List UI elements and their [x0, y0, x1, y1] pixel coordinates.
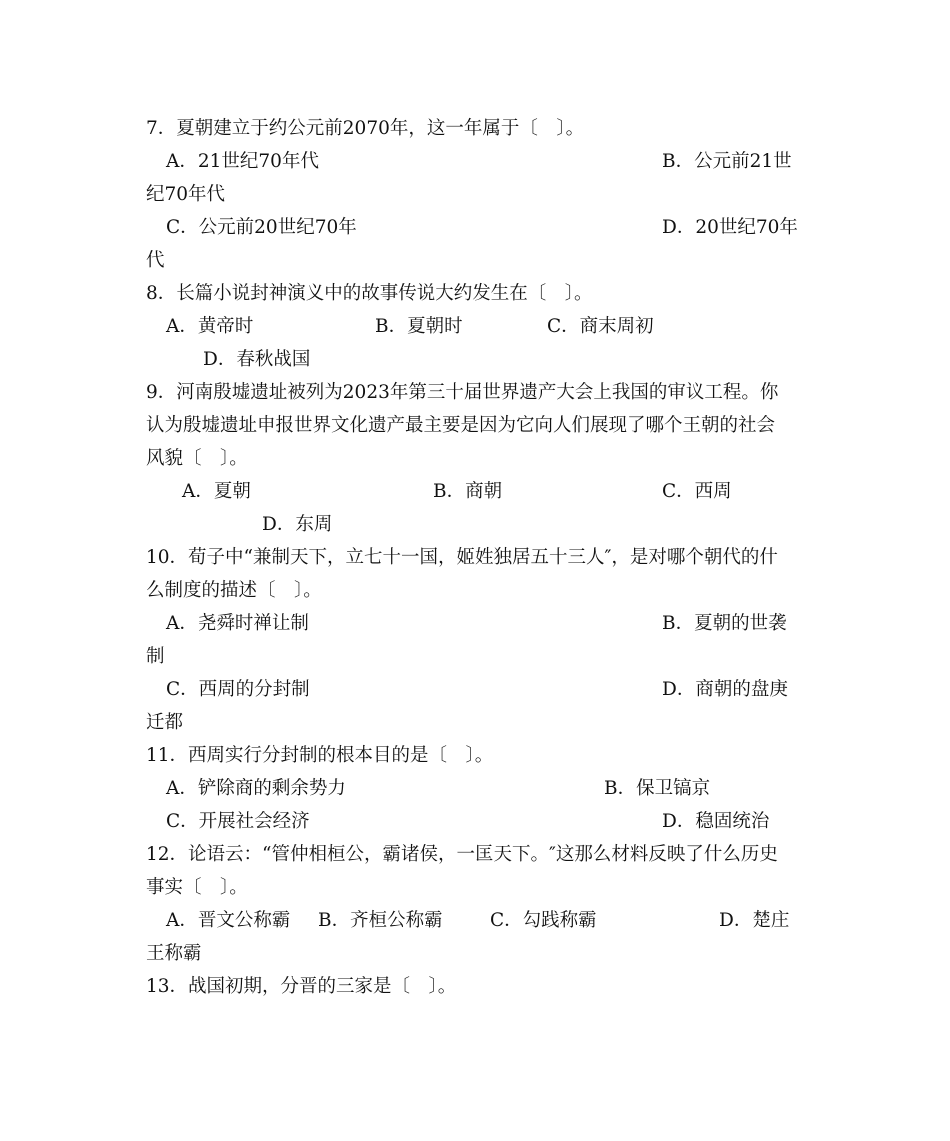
option-text: 商朝的盘庚 — [695, 679, 788, 700]
question-9-stem-line-3: 风貌〔 〕。 — [146, 448, 248, 469]
option-letter: A． — [166, 778, 198, 799]
option-letter: A． — [182, 481, 214, 502]
question-9-stem-line-2: 认为殷墟遗址申报世界文化遗产最主要是因为它向人们展现了哪个王朝的社会 — [146, 415, 776, 436]
question-7-option-b-continuation: 纪70年代 — [146, 184, 226, 205]
question-9-option-d — [262, 508, 332, 541]
question-number: 8． — [146, 283, 177, 304]
question-8-option-c — [547, 310, 654, 343]
question-number: 13． — [146, 976, 189, 997]
option-text: 西周 — [694, 481, 732, 502]
question-number: 9． — [146, 382, 177, 403]
option-letter: C． — [166, 679, 199, 700]
option-letter: B． — [604, 778, 637, 799]
option-letter: B． — [433, 481, 466, 502]
option-text: 铲除商的剩余势力 — [197, 778, 346, 799]
option-letter: D． — [662, 217, 696, 238]
question-8-option-a — [166, 310, 253, 343]
option-text: 夏朝 — [213, 481, 251, 502]
question-7-option-b — [662, 145, 792, 178]
question-text: 战国初期，分晋的三家是〔 〕。 — [188, 976, 457, 997]
question-12-option-c — [490, 904, 597, 937]
option-letter: B． — [375, 316, 408, 337]
option-text: 商朝 — [465, 481, 503, 502]
question-number: 7． — [146, 118, 177, 139]
option-text: 商末周初 — [579, 316, 654, 337]
option-letter: D． — [662, 811, 696, 832]
question-text: 夏朝建立于约公元前2070年，这一年属于〔 〕。 — [176, 118, 585, 139]
option-letter: C． — [166, 811, 199, 832]
question-7-option-d — [662, 211, 798, 244]
question-10-stem-line-2: 么制度的描述〔 〕。 — [146, 580, 322, 601]
option-text: 齐桓公称霸 — [350, 910, 443, 931]
option-text: 勾践称霸 — [522, 910, 597, 931]
question-10-option-a — [166, 607, 309, 640]
question-12-stem-line-2: 事实〔 〕。 — [146, 877, 248, 898]
option-text: 21世纪70年代 — [197, 151, 319, 172]
option-letter: C． — [490, 910, 523, 931]
option-letter: B． — [662, 613, 695, 634]
option-letter: B． — [318, 910, 351, 931]
option-letter: D． — [662, 679, 696, 700]
option-letter: A． — [166, 151, 198, 172]
option-text: 黄帝时 — [197, 316, 254, 337]
option-letter: D． — [262, 514, 296, 535]
question-13-stem — [146, 970, 456, 1003]
option-text: 公元前20世纪70年 — [198, 217, 357, 238]
question-text: 荀子中“兼制天下，立七十一国，姬姓独居五十三人″，是对哪个朝代的什 — [188, 547, 778, 568]
question-7-option-c — [166, 211, 357, 244]
option-text: 开展社会经济 — [198, 811, 310, 832]
question-text: 论语云：“管仲相桓公，霸诸侯，一匡天下。″这那么材料反映了什么历史 — [188, 844, 778, 865]
question-10-option-c — [166, 673, 310, 706]
question-12-option-d — [719, 904, 789, 937]
question-9-option-b — [433, 475, 502, 508]
question-11-option-c — [166, 805, 310, 838]
question-12-option-d-continuation: 王称霸 — [146, 943, 202, 964]
option-text: 尧舜时禅让制 — [197, 613, 309, 634]
option-text: 20世纪70年 — [695, 217, 798, 238]
option-text: 夏朝时 — [407, 316, 463, 337]
option-text: 夏朝的世袭 — [694, 613, 787, 634]
option-letter: A． — [166, 316, 198, 337]
question-7-option-a — [166, 145, 319, 178]
option-letter: B． — [662, 151, 695, 172]
option-letter: C． — [547, 316, 580, 337]
question-10-option-d-continuation: 迁都 — [146, 712, 184, 733]
question-11-stem — [146, 739, 493, 772]
option-letter: D． — [203, 349, 237, 370]
question-text: 长篇小说封神演义中的故事传说大约发生在〔 〕。 — [176, 283, 593, 304]
question-9-option-c — [662, 475, 732, 508]
question-7-option-d-continuation: 代 — [146, 250, 165, 271]
option-letter: D． — [719, 910, 753, 931]
question-10-option-b-continuation: 制 — [146, 646, 165, 667]
question-10-stem-line-1 — [146, 541, 778, 574]
option-letter: C． — [662, 481, 695, 502]
question-8-stem — [146, 277, 593, 310]
question-9-stem-line-1 — [146, 376, 778, 409]
option-letter: A． — [166, 910, 198, 931]
option-text: 公元前21世 — [694, 151, 792, 172]
question-12-stem-line-1 — [146, 838, 778, 871]
question-8-option-d — [203, 343, 310, 376]
question-10-option-b — [662, 607, 787, 640]
option-letter: A． — [166, 613, 198, 634]
question-9-option-a — [182, 475, 251, 508]
question-8-option-b — [375, 310, 463, 343]
option-text: 春秋战国 — [236, 349, 311, 370]
option-text: 晋文公称霸 — [197, 910, 291, 931]
question-number: 12． — [146, 844, 189, 865]
question-12-option-a — [166, 904, 290, 937]
question-number: 10． — [146, 547, 189, 568]
question-11-option-a — [166, 772, 346, 805]
question-7-stem — [146, 112, 584, 145]
question-10-option-d — [662, 673, 788, 706]
option-text: 楚庄 — [752, 910, 790, 931]
option-text: 稳固统治 — [695, 811, 770, 832]
question-11-option-b — [604, 772, 710, 805]
option-letter: C． — [166, 217, 199, 238]
option-text: 保卫镐京 — [636, 778, 711, 799]
option-text: 东周 — [295, 514, 333, 535]
question-number: 11． — [146, 745, 189, 766]
question-text: 河南殷墟遗址被列为2023年第三十届世界遗产大会上我国的审议工程。你 — [176, 382, 779, 403]
question-11-option-d — [662, 805, 769, 838]
question-12-option-b — [318, 904, 443, 937]
question-text: 西周实行分封制的根本目的是〔 〕。 — [188, 745, 494, 766]
option-text: 西周的分封制 — [198, 679, 310, 700]
